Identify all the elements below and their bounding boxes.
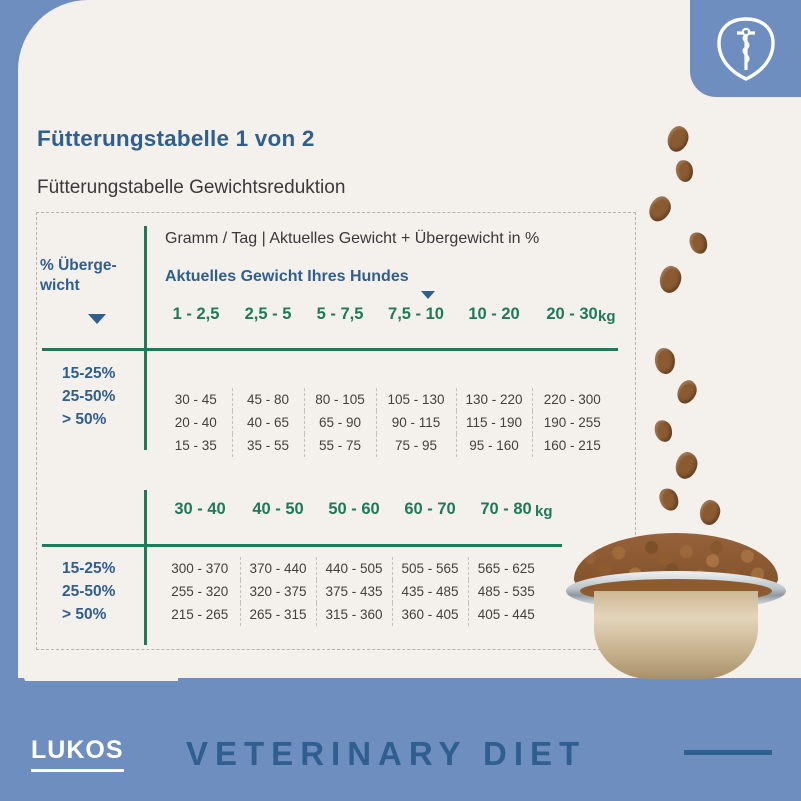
cell-2-2-2: 315 - 360 xyxy=(316,603,392,626)
col-header-1-2: 5 - 7,5 xyxy=(316,305,364,323)
table-block-1 xyxy=(160,305,612,457)
cell-2-1-2: 375 - 435 xyxy=(316,580,392,603)
col-header-1-1: 2,5 - 5 xyxy=(244,305,292,323)
cell-2-0-1: 370 - 440 xyxy=(240,557,316,580)
cell-1-1-1: 40 - 65 xyxy=(232,411,304,434)
page-title: Fütterungstabelle 1 von 2 xyxy=(37,126,315,151)
cell-2-2-4: 405 - 445 xyxy=(468,603,544,626)
cell-1-0-5: 220 - 300 xyxy=(532,388,612,411)
logo-block xyxy=(690,0,801,97)
brand-logo: LUKOS xyxy=(31,736,124,772)
cell-1-1-2: 65 - 90 xyxy=(304,411,376,434)
table-column-caption: Gramm / Tag | Aktuelles Gewicht + Übergewicht in % xyxy=(165,230,540,247)
table-block-2 xyxy=(160,500,544,626)
cell-2-1-1: 320 - 375 xyxy=(240,580,316,603)
table-header-row-2 xyxy=(160,500,544,529)
table-header-row-1 xyxy=(160,305,612,334)
cell-1-2-5: 160 - 215 xyxy=(532,434,612,457)
col-header-1-0: 1 - 2,5 xyxy=(172,305,220,323)
row-label-1-0: 15-25% xyxy=(62,365,116,382)
caret-down-icon-small xyxy=(421,291,435,299)
cell-1-0-3: 105 - 130 xyxy=(376,388,456,411)
table-block-2-grid xyxy=(160,500,544,626)
row-label-1-1: 25-50% xyxy=(62,388,116,405)
col-header-1-3: 7,5 - 10 xyxy=(388,305,444,323)
cell-2-1-4: 485 - 535 xyxy=(468,580,544,603)
footer-tagline: VETERINARY DIET xyxy=(186,735,587,772)
col-header-2-3: 60 - 70 xyxy=(404,500,456,518)
row-header-label-line2: wicht xyxy=(40,277,80,294)
veterinary-caduceus-icon xyxy=(715,16,777,82)
vertical-rule-block2 xyxy=(144,490,147,645)
unit-label-block1: kg xyxy=(598,308,616,325)
cell-2-0-0: 300 - 370 xyxy=(171,561,229,576)
cell-1-1-4: 115 - 190 xyxy=(456,411,532,434)
unit-label-block2: kg xyxy=(535,503,553,520)
cell-1-0-1: 45 - 80 xyxy=(232,388,304,411)
row-label-2-2: > 50% xyxy=(62,606,107,623)
cell-1-0-2: 80 - 105 xyxy=(304,388,376,411)
cell-2-2-0: 215 - 265 xyxy=(171,607,229,622)
table-row xyxy=(160,557,544,580)
cell-1-2-4: 95 - 160 xyxy=(456,434,532,457)
col-header-2-2: 50 - 60 xyxy=(328,500,380,518)
cell-1-1-5: 190 - 255 xyxy=(532,411,612,434)
cell-2-1-0: 255 - 320 xyxy=(171,584,229,599)
col-header-2-1: 40 - 50 xyxy=(252,500,304,518)
table-row xyxy=(160,580,544,603)
row-label-1-2: > 50% xyxy=(62,411,107,428)
cell-1-0-0: 30 - 45 xyxy=(174,392,217,407)
dog-food-bowl xyxy=(566,533,786,678)
row-labels-block2 xyxy=(62,557,115,626)
caret-down-icon-large xyxy=(88,314,106,324)
cell-2-0-3: 505 - 565 xyxy=(392,557,468,580)
col-header-1-5: 20 - 30 xyxy=(546,305,598,323)
row-header-label xyxy=(40,256,140,296)
row-header-label-line1: % Überge- xyxy=(40,257,117,274)
table-row xyxy=(160,411,612,434)
col-header-1-4: 10 - 20 xyxy=(468,305,520,323)
cell-1-2-3: 75 - 95 xyxy=(376,434,456,457)
cell-1-0-4: 130 - 220 xyxy=(456,388,532,411)
cell-1-1-0: 20 - 40 xyxy=(174,415,217,430)
bowl-body xyxy=(594,591,758,679)
cell-1-2-2: 55 - 75 xyxy=(304,434,376,457)
table-column-subcaption: Aktuelles Gewicht Ihres Hundes xyxy=(165,268,409,285)
table-row xyxy=(160,603,544,626)
cell-2-1-3: 435 - 485 xyxy=(392,580,468,603)
row-label-2-0: 15-25% xyxy=(62,560,116,577)
footer-rule xyxy=(684,750,772,755)
table-block-1-grid xyxy=(160,305,612,457)
page-subtitle: Fütterungstabelle Gewichtsreduktion xyxy=(37,177,346,198)
cell-2-2-1: 265 - 315 xyxy=(240,603,316,626)
cell-1-1-3: 90 - 115 xyxy=(376,411,456,434)
cell-1-2-1: 35 - 55 xyxy=(232,434,304,457)
row-labels-block1 xyxy=(62,362,115,431)
table-spacer-row-1 xyxy=(160,334,612,388)
table-row xyxy=(160,388,612,411)
col-header-2-4: 70 - 80 xyxy=(480,500,532,518)
vertical-rule-block1 xyxy=(144,226,147,450)
cell-1-2-0: 15 - 35 xyxy=(174,438,217,453)
col-header-2-0: 30 - 40 xyxy=(174,500,226,518)
row-label-2-1: 25-50% xyxy=(62,583,116,600)
table-row xyxy=(160,434,612,457)
cell-2-0-4: 565 - 625 xyxy=(468,557,544,580)
cell-2-0-2: 440 - 505 xyxy=(316,557,392,580)
cell-2-2-3: 360 - 405 xyxy=(392,603,468,626)
table-spacer-row-2 xyxy=(160,529,544,557)
